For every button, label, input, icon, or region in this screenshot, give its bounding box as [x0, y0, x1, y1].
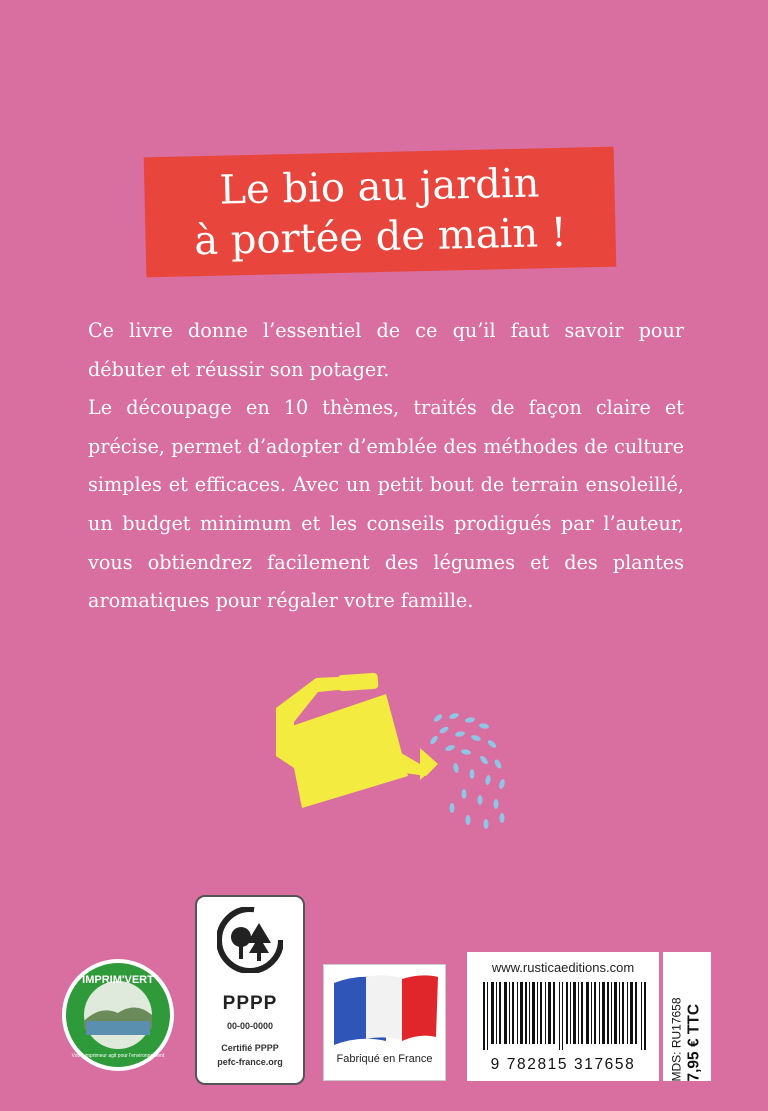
- title-line-2: à portée de main !: [193, 209, 568, 265]
- pefc-trees-icon: [217, 907, 283, 973]
- book-description: [88, 312, 684, 621]
- watering-can-icon: [258, 668, 526, 838]
- pppp-site: pefc-france.org: [217, 1057, 283, 1067]
- pppp-number: 00-00-0000: [226, 1021, 274, 1031]
- barcode: [481, 982, 647, 1050]
- description-paragraph-2: Le découpage en 10 thèmes, traités de façon claire et précise, permet d’adopter d’emblée des méthodes de culture simples et efficaces. Avec un petit bout de terrain ensoleillé, un budget minimum et les conseils prodigués par l’auteur, vous obtiendrez facilement des légumes et des plantes aromatiques pour régaler votre famille.: [88, 396, 684, 613]
- isbn-number: 9 782815 317658: [490, 1056, 636, 1073]
- title-banner: [144, 147, 617, 278]
- title-line-1: Le bio au jardin: [218, 160, 540, 214]
- pppp-certification-badge: [195, 895, 305, 1085]
- french-flag-icon: [330, 971, 440, 1047]
- price-block: [663, 952, 711, 1081]
- publisher-url: www.rusticaeditions.com: [491, 960, 635, 975]
- imprim-vert-text: IMPRIM'VERT: [82, 974, 154, 986]
- barcode-block: [467, 952, 659, 1081]
- pppp-certified: Certifié PPPP: [221, 1043, 279, 1053]
- description-paragraph-1: Ce livre donne l’essentiel de ce qu’il faut savoir pour débuter et réussir son potager.: [88, 319, 684, 381]
- imprim-vert-logo: [60, 957, 176, 1073]
- made-in-france-badge: [323, 964, 446, 1081]
- price: 7,95 € TTC: [685, 1003, 703, 1081]
- imprim-vert-tagline: Votre imprimeur agit pour l'environnement: [71, 1053, 165, 1059]
- made-in-france-label: Fabriqué en France: [336, 1053, 433, 1065]
- pppp-title: PPPP: [222, 993, 278, 1014]
- mds-code: MDS: RU17658: [669, 996, 684, 1081]
